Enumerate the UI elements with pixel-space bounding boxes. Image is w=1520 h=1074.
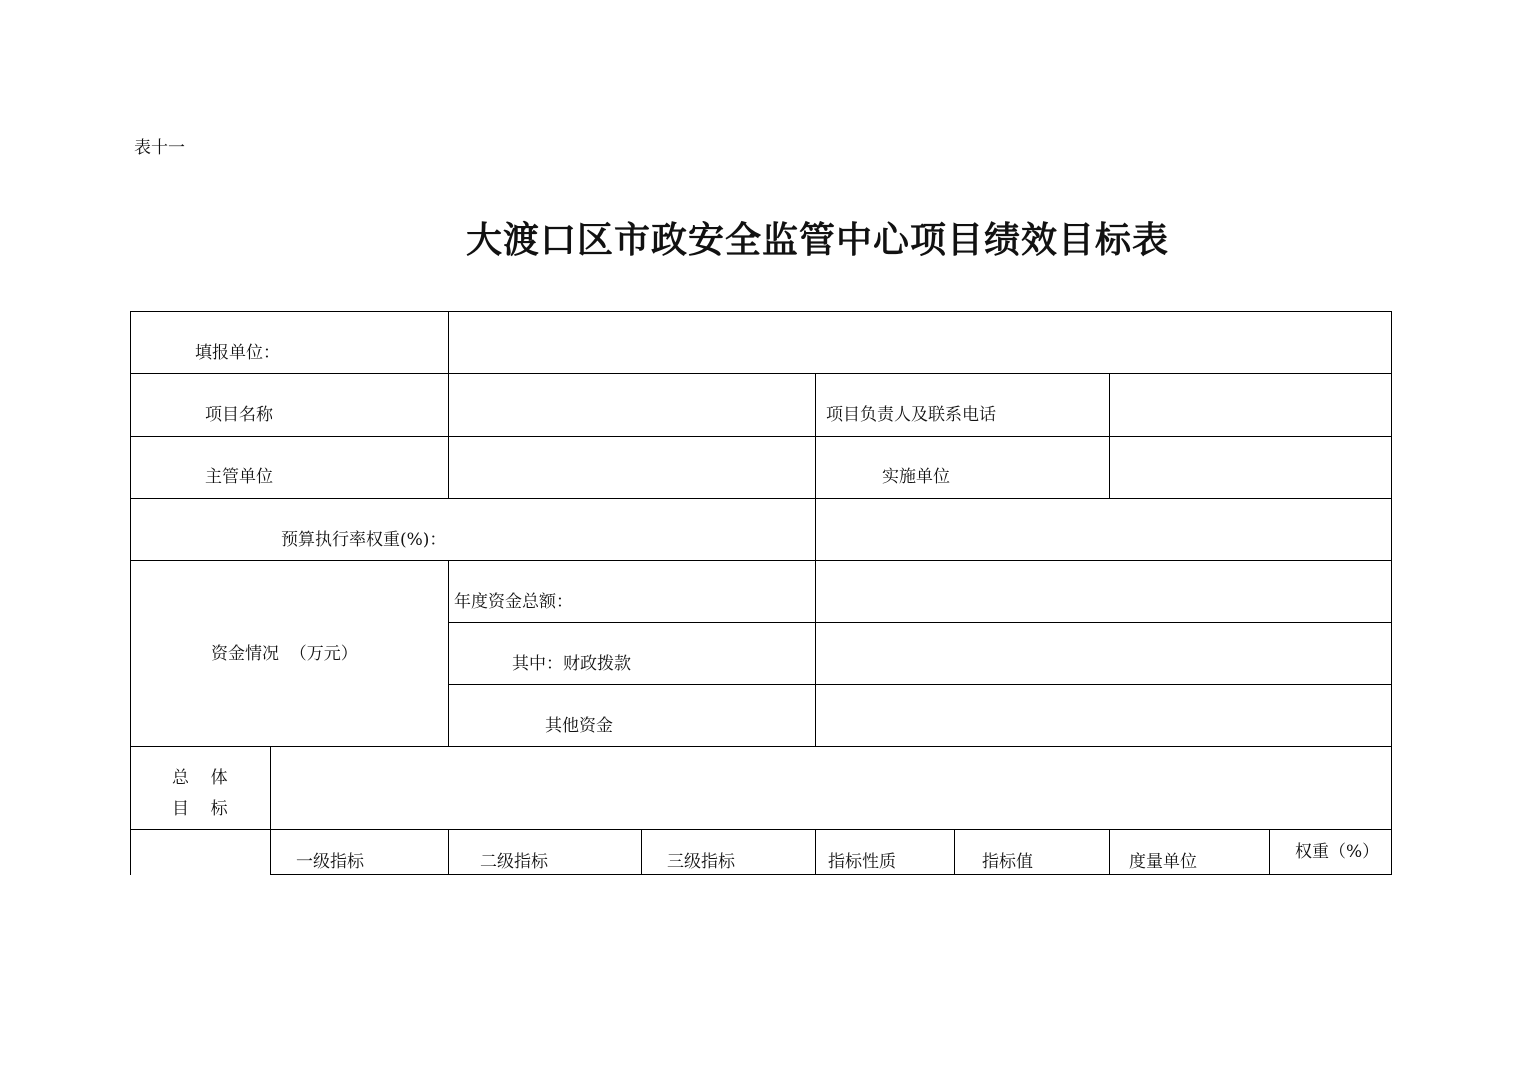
header-weight: 权重（%）	[1295, 842, 1380, 862]
implementing-unit-label: 实施单位	[882, 467, 950, 487]
header-level1-indicator: 一级指标	[296, 852, 364, 872]
project-name-label: 项目名称	[205, 405, 273, 425]
header-level3-indicator: 三级指标	[667, 852, 735, 872]
annual-total-label: 年度资金总额：	[454, 592, 573, 612]
header-level2-indicator: 二级指标	[480, 852, 548, 872]
header-indicator-nature: 指标性质	[828, 852, 896, 872]
page-title: 大渡口区市政安全监管中心项目绩效目标表	[465, 219, 1169, 261]
table-number: 表十一	[134, 138, 185, 158]
overall-goal-label-2: 目 标	[172, 799, 228, 819]
fill-unit-label: 填报单位：	[195, 343, 280, 363]
budget-rate-weight-label: 预算执行率权重(%)：	[281, 530, 447, 550]
funds-label: 资金情况 （万元）	[211, 644, 358, 664]
other-funds-label: 其他资金	[545, 716, 613, 736]
project-lead-label: 项目负责人及联系电话	[826, 405, 996, 425]
overall-goal-label-1: 总 体	[172, 768, 228, 788]
header-measure-unit: 度量单位	[1129, 852, 1197, 872]
header-indicator-value: 指标值	[982, 852, 1033, 872]
fiscal-allocation-label: 其中：财政拨款	[512, 654, 631, 674]
supervising-unit-label: 主管单位	[205, 467, 273, 487]
